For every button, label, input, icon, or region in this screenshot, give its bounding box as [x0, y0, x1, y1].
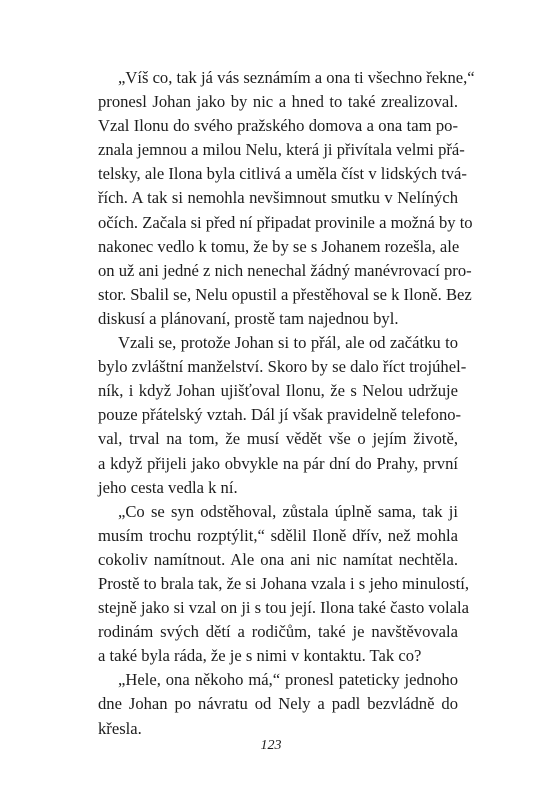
text-line: pouze přátelský vztah. Dál jí však pravidelně telefono-	[98, 405, 462, 425]
text-line: „Co se syn odstěhoval, zůstala úplně sama, tak ji	[118, 501, 458, 521]
text-line: jeho cesta vedla k ní.	[98, 477, 238, 497]
text-line: dne Johan po návratu od Nely a padl bezvládně do	[98, 694, 458, 714]
text-line: stejně jako si vzal on ji s tou její. Ilona také často volala	[98, 598, 469, 618]
text-line: a také byla ráda, že je s nimi v kontaktu. Tak co?	[98, 646, 422, 666]
text-line: bylo zvláštní manželství. Skoro by se dalo říct trojúhel-	[98, 357, 467, 377]
text-line: rodinám svých dětí a rodičům, také je navštěvovala	[98, 622, 458, 642]
text-line: pronesl Johan jako by nic a hned to také zrealizoval.	[98, 92, 458, 112]
text-line: diskusí a plánovaní, prostě tam najednou byl.	[98, 308, 399, 328]
text-line: Prostě to brala tak, že si Johana vzala i s jeho minulostí,	[98, 573, 469, 593]
body-text	[98, 66, 475, 741]
text-line: a když přijeli jako obvykle na pár dní do Prahy, první	[98, 453, 458, 473]
text-line: Vzali se, protože Johan si to přál, ale od začátku to	[118, 333, 458, 353]
text-line: val, trval na tom, že musí vědět vše o jejím životě,	[98, 429, 458, 449]
text-line: ník, i když Johan ujišťoval Ilonu, že s Nelou udržuje	[98, 381, 458, 401]
text-line: stor. Sbalil se, Nelu opustil a přestěhoval se k Iloně. Bez	[98, 284, 472, 304]
text-line: cokoliv namítnout. Ale ona ani nic namítat nechtěla.	[98, 549, 458, 569]
text-line: „Hele, ona někoho má,“ pronesl pateticky jednoho	[118, 670, 458, 690]
text-line: očích. Začala si před ní připadat provinile a možná by to	[98, 212, 473, 232]
text-line: telsky, ale Ilona byla citlivá a uměla číst v lidských tvá-	[98, 164, 467, 184]
text-line: on už ani jedné z nich nenechal žádný manévrovací pro-	[98, 260, 472, 280]
text-line: řích. A tak si nemohla nevšimnout smutku v Nelíných	[98, 188, 458, 208]
page-number: 123	[260, 738, 282, 753]
text-line: „Víš co, tak já vás seznámím a ona ti všechno řekne,“	[118, 68, 475, 87]
text-line: Vzal Ilonu do svého pražského domova a ona tam po-	[98, 116, 458, 136]
text-line: křesla.	[98, 718, 142, 738]
text-line: nakonec vedlo k tomu, že by se s Johanem rozešla, ale	[98, 236, 460, 256]
text-line: musím trochu rozptýlit,“ sdělil Iloně dřív, než mohla	[98, 525, 458, 545]
text-line: znala jemnou a milou Nelu, která ji přivítala velmi přá-	[98, 140, 465, 160]
